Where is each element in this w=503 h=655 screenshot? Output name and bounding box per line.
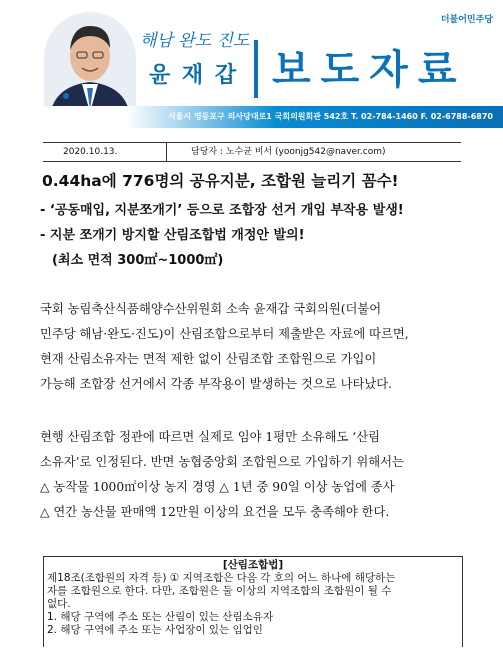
law-excerpt-line: 2. 해당 구역에 주소 또는 사업장이 있는 임업인 <box>47 624 263 636</box>
body-line: 국회 농림축산식품해양수산위원회 소속 윤재갑 국회의원(더불어 <box>40 302 382 316</box>
body-line: 현행 산림조합 정관에 따르면 실제로 임야 1평만 소유해도 ‘산림 <box>40 430 380 444</box>
contact-info: 담당자 : 노수균 비서 (yoonjg542@naver.com) <box>191 147 386 157</box>
release-date: 2020.10.13. <box>63 147 118 157</box>
law-excerpt-line: 1. 해당 구역에 주소 또는 산림이 있는 산림소유자 <box>47 611 274 623</box>
law-excerpt-title: [산림조합법] <box>222 559 284 571</box>
subheadline: - 지분 쪼개기 방지할 산림조합법 개정안 발의! <box>40 228 305 243</box>
body-line: △ 연간 농산물 판매액 12만원 이상의 요건을 모두 충족해야 한다. <box>40 505 390 519</box>
law-excerpt-line: 자를 조합원으로 한다. 다만, 조합원은 둘 이상의 지역조합의 조합원이 될 수 <box>47 585 392 597</box>
headline: 0.44ha에 776명의 공유지분, 조합원 늘리기 꼼수! <box>42 172 399 190</box>
subheadline: - ‘공동매입, 지분쪼개기’ 등으로 조합장 선거 개입 부작용 발생! <box>40 203 404 218</box>
body-paragraph <box>40 297 465 397</box>
body-line: △ 농작물 1000㎡이상 농지 경영 △ 1년 중 90일 이상 농업에 종사 <box>40 480 395 494</box>
subheadline: (최소 면적 300㎡~1000㎡) <box>52 253 224 268</box>
body-line: 가능해 조합장 선거에서 각종 부작용이 발생하는 것으로 나타났다. <box>40 377 392 391</box>
party-name: 더불어민주당 <box>440 15 493 25</box>
body-paragraph <box>40 425 465 525</box>
law-excerpt-box <box>43 556 463 647</box>
law-excerpt-line: 없다. <box>47 598 71 610</box>
body-line: 현재 산림소유자는 면적 제한 없이 산림조합 조합원으로 가입이 <box>40 352 377 366</box>
body-line: 민주당 해남·완도·진도)이 산림조합으로부터 제출받은 자료에 따르면, <box>40 327 409 341</box>
lawmaker-photo <box>44 12 136 116</box>
info-bar <box>43 142 461 162</box>
lawmaker-name: 윤 재 갑 <box>149 63 239 88</box>
header-divider <box>254 40 258 98</box>
press-header <box>0 0 503 132</box>
law-excerpt-line: 제18조(조합원의 자격 등) ① 지역조합은 다음 각 호의 어느 하나에 해당하는 <box>47 572 396 584</box>
constituency-label: 해남 완도 진도 <box>140 31 250 51</box>
info-divider <box>166 143 167 161</box>
body-line: 소유자’로 인정된다. 반면 농협중앙회 조합원으로 가입하기 위해서는 <box>40 455 404 469</box>
office-address: 서울시 영등포구 의사당대로1 국회의원회관 542호 T. 02-784-1460 F. 02-6788-6870 <box>167 112 493 121</box>
press-release-title: 보도자료 <box>272 47 467 93</box>
